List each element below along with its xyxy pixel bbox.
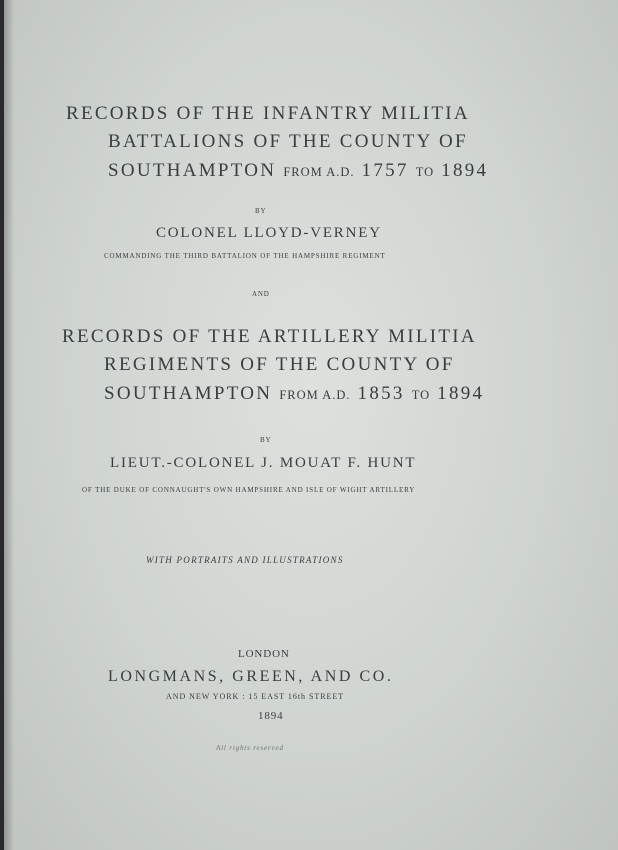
title2-to: TO	[411, 388, 431, 402]
by-label-2: BY	[260, 436, 272, 444]
illustrations-note: WITH PORTRAITS AND ILLUSTRATIONS	[146, 555, 344, 565]
title1-line1: RECORDS OF THE INFANTRY MILITIA	[66, 103, 470, 124]
imprint-city: LONDON	[238, 648, 290, 660]
title2-year-end: 1894	[437, 383, 485, 404]
author2-description: OF THE DUKE OF CONNAUGHT'S OWN HAMPSHIRE AND ISLE OF WIGHT ARTILLERY	[82, 486, 416, 494]
title2-line3	[104, 383, 484, 405]
title-page	[4, 0, 618, 850]
title1-year-start: 1757	[361, 160, 409, 181]
author1-description: COMMANDING THE THIRD BATTALION OF THE HAMPSHIRE REGIMENT	[104, 252, 386, 260]
imprint-newyork: AND NEW YORK : 15 EAST 16th STREET	[166, 692, 345, 701]
title2-year-start: 1853	[357, 383, 405, 404]
title2-line1: RECORDS OF THE ARTILLERY MILITIA	[62, 326, 477, 347]
title2-from: FROM A.D.	[279, 388, 351, 402]
spine-shadow	[4, 0, 14, 850]
by-label-1: BY	[255, 207, 267, 215]
title1-place: SOUTHAMPTON	[108, 160, 277, 181]
title1-line2: BATTALIONS OF THE COUNTY OF	[108, 131, 468, 152]
imprint-publisher: LONGMANS, GREEN, AND CO.	[108, 668, 394, 685]
rights-note: All rights reserved	[216, 744, 284, 752]
author1-name: COLONEL LLOYD-VERNEY	[156, 225, 382, 241]
imprint-year: 1894	[258, 710, 284, 722]
title2-place: SOUTHAMPTON	[104, 383, 273, 404]
title1-year-end: 1894	[441, 160, 489, 181]
and-label: AND	[252, 290, 270, 298]
author2-name: LIEUT.-COLONEL J. MOUAT F. HUNT	[110, 455, 417, 471]
title2-line2: REGIMENTS OF THE COUNTY OF	[104, 354, 455, 375]
title1-to: TO	[415, 165, 435, 179]
title1-from: FROM A.D.	[283, 165, 355, 179]
title1-line3	[108, 160, 488, 182]
